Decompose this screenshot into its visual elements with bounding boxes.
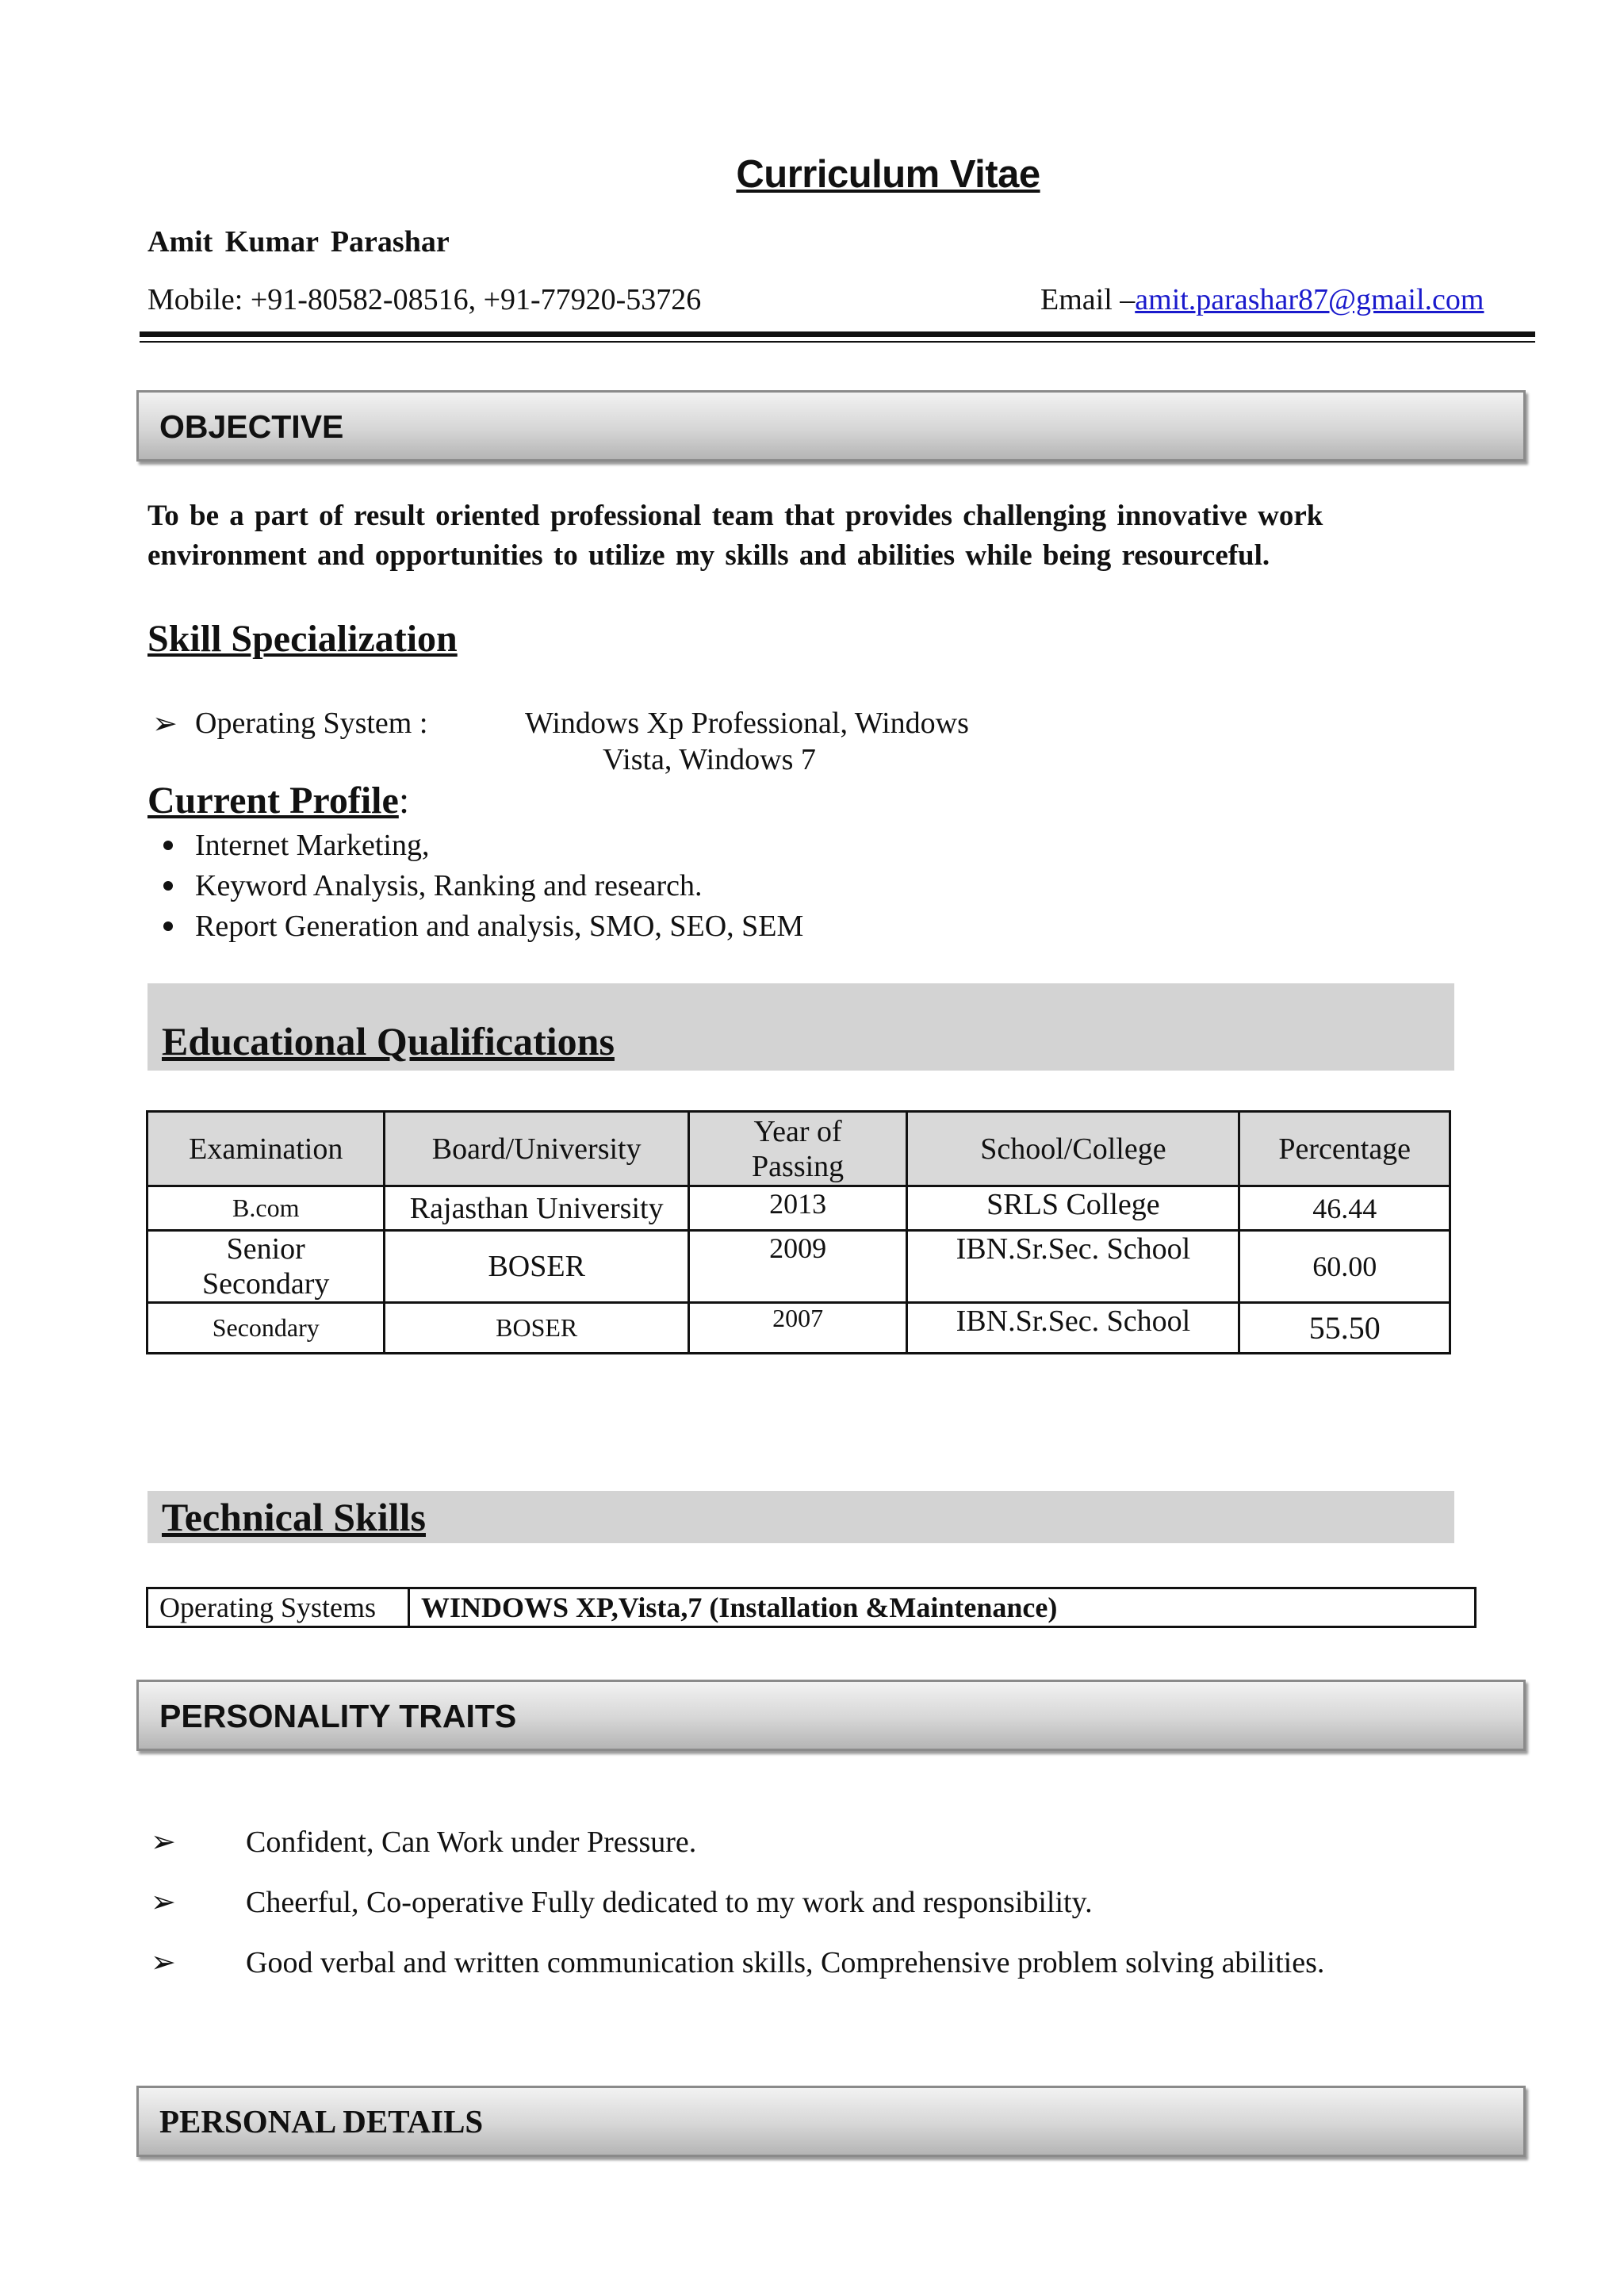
objective-text: [147, 496, 1511, 576]
bullet-dot-icon: [163, 841, 173, 850]
objective-line-2: environment and opportunities to utilize my skills and abilities while being resourceful.: [147, 539, 1270, 572]
objective-heading: OBJECTIVE: [159, 408, 344, 445]
skill-specialization-heading: Skill Specialization: [147, 618, 458, 660]
os-value-line-1: Windows Xp Professional, Windows: [525, 707, 969, 740]
header-school: School/College: [907, 1112, 1239, 1186]
header-year: Year of Passing: [688, 1112, 906, 1186]
header-board: Board/University: [385, 1112, 688, 1186]
arrow-bullet-icon: ➢: [151, 1826, 176, 1859]
table-row: Secondary BOSER 2007 IBN.Sr.Sec. School 55.50: [147, 1303, 1450, 1354]
current-profile-colon: :: [398, 780, 410, 822]
personality-heading: PERSONALITY TRAITS: [159, 1698, 517, 1734]
current-profile-heading: Current Profile: [147, 780, 399, 822]
header-divider-thick: [140, 331, 1535, 337]
table-header-row: [147, 1112, 1450, 1186]
list-item: Internet Marketing,: [195, 828, 429, 863]
bullet-dot-icon: [163, 881, 173, 891]
table-row: Senior Secondary BOSER 2009 IBN.Sr.Sec. School 60.00: [147, 1231, 1450, 1303]
technical-skills-heading: Technical Skills: [162, 1495, 426, 1539]
arrow-bullet-icon: ➢: [152, 707, 178, 741]
list-item: ➢ Good verbal and written communication skills, Comprehensive problem solving abilities.: [151, 1946, 1325, 1979]
list-item: ➢ Confident, Can Work under Pressure.: [151, 1826, 697, 1859]
tech-value: WINDOWS XP,Vista,7 (Installation &Maintenance): [409, 1588, 1476, 1627]
document-title: Curriculum Vitae: [736, 153, 1040, 196]
os-label: Operating System :: [195, 707, 428, 740]
table-row: [147, 1588, 1476, 1627]
header-examination: Examination: [147, 1112, 385, 1186]
objective-line-1: To be a part of result oriented professional team that provides challenging innovative work: [147, 500, 1323, 532]
email-line: [1040, 282, 1484, 317]
email-link[interactable]: amit.parashar87@gmail.com: [1135, 283, 1484, 316]
candidate-name: Amit Kumar Parashar: [147, 225, 450, 259]
list-item: Keyword Analysis, Ranking and research.: [195, 868, 703, 903]
personal-details-heading: PERSONAL DETAILS: [159, 2103, 484, 2140]
table-row: B.com Rajasthan University 2013 SRLS College 46.44: [147, 1186, 1450, 1231]
list-item: Report Generation and analysis, SMO, SEO, SEM: [195, 909, 803, 944]
education-heading: Educational Qualifications: [162, 1019, 615, 1063]
education-table: [146, 1110, 1451, 1354]
personality-bar: [136, 1680, 1526, 1751]
objective-bar: [136, 390, 1526, 462]
header-divider-thin: [140, 341, 1535, 343]
email-label: Email –: [1040, 283, 1136, 316]
os-value-line-2: Vista, Windows 7: [603, 743, 816, 776]
tech-label: Operating Systems: [147, 1588, 409, 1627]
personal-details-bar: [136, 2086, 1526, 2157]
technical-skills-table: [146, 1587, 1477, 1628]
arrow-bullet-icon: ➢: [151, 1946, 176, 1979]
header-percentage: Percentage: [1239, 1112, 1450, 1186]
arrow-bullet-icon: ➢: [151, 1886, 176, 1919]
bullet-dot-icon: [163, 921, 173, 931]
current-profile-heading-wrap: [147, 779, 409, 822]
list-item: ➢ Cheerful, Co-operative Fully dedicated to my work and responsibility.: [151, 1886, 1093, 1919]
mobile-numbers: Mobile: +91-80582-08516, +91-77920-53726: [147, 283, 702, 316]
